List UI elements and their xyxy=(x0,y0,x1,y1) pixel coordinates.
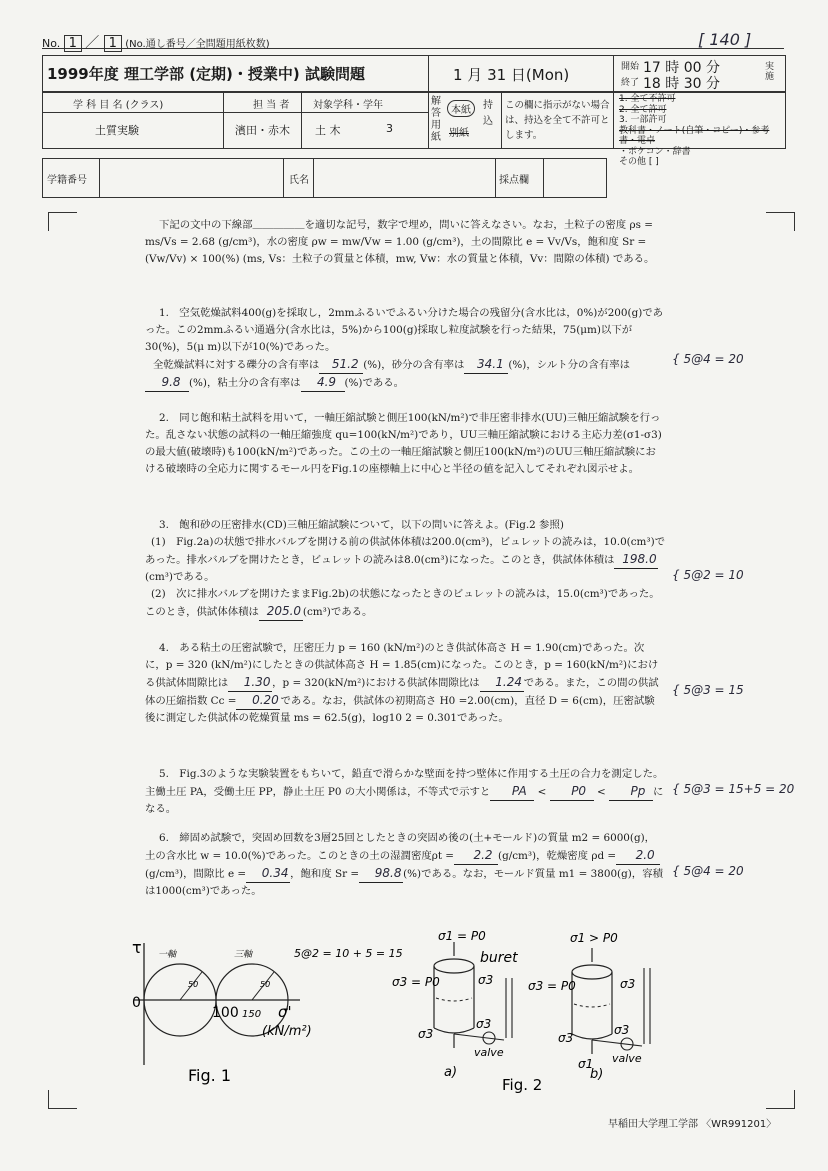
q3-p1-text: (1) Fig.2a)の状態で排水バルブを開ける前の供試体体積は200.0(cm³)，ビュレットの読みは，10.0(cm³)であった。排水バルブを開けたとき，ビュレットの読みは8.0(cm³)になった。このとき，供試体体積は xyxy=(145,536,666,566)
student-id-field[interactable] xyxy=(99,159,283,197)
q3-p1-unit: (cm³)である。 xyxy=(145,571,215,583)
subject-label: 学 科 目 名 (クラス) xyxy=(73,100,164,111)
q1-text-a: 全乾燥試料に対する礫分の含有率は xyxy=(153,359,320,371)
fig2-buret-label: buret xyxy=(480,950,518,966)
fig1-score-mark: 5@2 = 10 + 5 = 15 xyxy=(294,947,403,960)
student-id-label: 学籍番号 xyxy=(47,175,87,186)
sheet-no: 1 xyxy=(64,35,82,52)
answer-sheet-label: 解答用紙 xyxy=(431,96,441,143)
rule-items: 教科書・ノート(自筆・コピー)・参考書・電卓 xyxy=(619,125,770,146)
fig1-sigma-label: σ' xyxy=(278,1003,292,1021)
q2-text: 2. 同じ飽和粘土試料を用いて，一軸圧縮試験と側圧100(kN/m²)で非圧密非排水(UU)三軸圧縮試験を行った。乱さない状態の試料の一軸圧縮強度 qu=100(kN/m²)であり，UU三軸圧縮試験における主応力差(σ1-σ3)の最大値(破壊時)も100(kN/m²)であった。この土の一軸圧縮試験と側圧100(kN/m²)のUU三軸圧縮試験における破壊時の全応力に関するモール円をFig.1の座標軸上に中心と半径の値を記入してそれぞれ図示せよ。 xyxy=(145,412,662,475)
sheet-total: 1 xyxy=(104,35,122,52)
q5-score-mark: { 5@3 = 15+5 = 20 xyxy=(672,782,795,796)
fig1-mohr-circles xyxy=(130,935,403,1090)
score-label: 採点欄 xyxy=(499,175,529,186)
corner-mark-br xyxy=(766,1090,795,1109)
q6-text-3: (g/cm³)，間隙比 e = xyxy=(145,868,247,880)
fig2-sub-a: a) xyxy=(444,1065,458,1080)
exam-date: 1 月 31 日(Mon) xyxy=(453,66,570,84)
header-rule xyxy=(42,48,784,49)
carry-in-note: この欄に指示がない場合は、持込を全て不許可とします。 xyxy=(505,100,610,141)
q4-text-4: である。なお，供試体の初期高さ H0 =2.00(cm)，直径 D = 6(cm)，圧密試験後に測定した供試体の乾燥質量 ms = 62.5(g)，log10 2 = 0.301であった。 xyxy=(145,695,655,724)
q1-text: 1. 空気乾燥試料400(g)を採取し，2mmふるいでふるい分けた場合の残留分(含水比は，0%)が200(g)であった。この2mmふるい通過分(含水比は，5%)から100(g)採取し粒度試験を行った結果，75(μm)以下が30(%)，5(μ m)以下が10(%)であった。 xyxy=(145,307,664,353)
target-label: 対象学科・学年 xyxy=(313,100,383,111)
mochikomi-label: 持込 xyxy=(483,100,493,127)
q5-text-4: になる。 xyxy=(145,786,664,815)
fig1-unit-label: (kN/m²) xyxy=(262,1024,312,1039)
q3-score-mark: { 5@2 = 10 xyxy=(672,568,744,582)
exam-title: 1999年度 理工学部 (定期)・授業中) 試験問題 xyxy=(47,65,365,83)
q4-answer-cc[interactable]: 0.20 xyxy=(236,692,280,710)
q1-text-b: (%)，砂分の含有率は xyxy=(363,359,465,371)
q5-answer-3[interactable]: Pp xyxy=(609,783,653,801)
fig2b-s3-left: σ3 xyxy=(558,1031,574,1045)
fig2b-s1-label: σ1 > P0 xyxy=(570,931,618,945)
honshi-circled: 本紙 xyxy=(447,100,475,117)
fig2b-s3-right: σ3 xyxy=(620,977,636,991)
student-row xyxy=(42,158,607,198)
q3-answer-2[interactable]: 205.0 xyxy=(259,603,303,621)
q6-answer-sr[interactable]: 98.8 xyxy=(359,865,403,883)
fig2a-s3-right: σ3 xyxy=(478,973,494,987)
fig1-tau-label: τ xyxy=(132,938,142,957)
question-5 xyxy=(145,766,665,818)
besshi: 別紙 xyxy=(449,128,469,139)
fig1-caption: Fig. 1 xyxy=(188,1066,231,1085)
rule-1: 1. 全て不許可 xyxy=(619,94,676,104)
q4-text-1: 4. ある粘土の圧密試験で，圧密圧力 p = 160 (kN/m²)のとき供試体高さ H = 1.90(cm)であった。次に，p = 320 (kN/m²)にしたときの供試体高さ H = 1.85(cm)になった。このとき，p = 160(kN/m²)における供試体間隙比は xyxy=(145,642,659,689)
rule-2: 2. 全て許可 xyxy=(619,104,667,115)
name-field[interactable] xyxy=(313,159,493,197)
q6-text-5: (%)である。なお，モールド質量 m1 = 3800(g)，容積は1000(cm³)であった。 xyxy=(145,868,663,897)
q1-answer-gravel[interactable]: 51.2 xyxy=(319,356,363,374)
q1-answer-clay[interactable]: 4.9 xyxy=(301,374,345,392)
q4-text-3: である。また，この間の供試体の圧縮指数 Cc = xyxy=(145,677,659,707)
fig2a-s3-left: σ3 xyxy=(418,1027,434,1041)
fig1-c1-label: 一軸 xyxy=(158,950,177,960)
fig1-c2-label: 三軸 xyxy=(234,950,253,960)
q3-answer-1[interactable]: 198.0 xyxy=(614,551,658,569)
fig2a-valve-label: valve xyxy=(474,1046,504,1059)
q4-answer-e320[interactable]: 1.24 xyxy=(480,674,524,692)
q6-answer-rho-d[interactable]: 2.0 xyxy=(616,847,660,865)
fig2a-s3-br: σ3 xyxy=(476,1017,492,1031)
q1-text-e: (%)である。 xyxy=(344,377,405,389)
fig2-triaxial-diagram xyxy=(392,928,692,1098)
question-6 xyxy=(145,830,665,900)
fig2b-valve-label: valve xyxy=(612,1052,642,1065)
q5-lt-2: < xyxy=(596,786,606,798)
fig1-r2-label: 50 xyxy=(260,980,271,989)
teacher-label: 担 当 者 xyxy=(253,100,290,111)
corner-mark-bl xyxy=(48,1090,77,1109)
fig2b-s1-bottom: σ1 xyxy=(578,1057,594,1071)
sheet-note: (No.通し番号／全問題用紙枚数) xyxy=(125,39,270,50)
q3-p2-unit: (cm³)である。 xyxy=(302,606,373,618)
start-label: 開始 xyxy=(621,62,640,72)
q6-answer-rho-t[interactable]: 2.2 xyxy=(454,847,498,865)
fig1-150-label: 150 xyxy=(242,1009,262,1020)
question-1 xyxy=(145,305,665,392)
fig1-100-label: 100 xyxy=(212,1005,239,1021)
fig1-r1-label: 50 xyxy=(188,980,199,989)
end-label: 終了 xyxy=(621,78,640,88)
q5-answer-2[interactable]: P0 xyxy=(550,783,594,801)
end-time: 18 時 30 分 xyxy=(643,76,720,92)
fig2b-s3-br: σ3 xyxy=(614,1023,630,1037)
info-row xyxy=(42,91,786,167)
rule-3: 3. 一部許可 xyxy=(619,115,667,125)
target-dept: 土 木 xyxy=(315,124,341,137)
intro-text: 下記の文中の下線部＿＿＿＿＿を適切な記号，数字で埋め，問いに答えなさい。なお，土粒子の密度 ρs = ms/Vs = 2.68 (g/cm³)，水の密度 ρw = mw/Vw = 1.00 (g/cm³)，土の間隙比 e = Vv/Vs，飽和度 Sr = (Vw/Vv) × 100(%) (ms, Vs：土粒子の質量と体積，mw, Vw：水の質量と体積，Vv：間隙の体積) である。 xyxy=(145,219,655,265)
sheet-number-row: No. 1 ／ 1 (No.通し番号／全問題用紙枚数) xyxy=(42,35,270,51)
q5-lt-1: < xyxy=(537,786,547,798)
q4-text-2: ，p = 320(kN/m²)における供試体間隙比は xyxy=(272,677,480,689)
rule-other: その他 [ ] xyxy=(619,157,659,167)
fig2-sub-b: b) xyxy=(590,1067,604,1082)
q6-text-4: ，飽和度 Sr = xyxy=(290,868,360,880)
target-year: 3 xyxy=(386,122,393,135)
q6-score-mark: { 5@4 = 20 xyxy=(672,864,744,878)
q4-answer-e160[interactable]: 1.30 xyxy=(228,674,272,692)
q5-text-1: 5. Fig.3のような実験装置をもちいて，鉛直で滑らかな壁面を持つ壁体に作用する土圧の合力を測定した。主働土圧 PA，受働土圧 PP，静止土圧 P0 の大小関係は，不等式で示すと xyxy=(145,768,664,798)
fig2-caption: Fig. 2 xyxy=(502,1076,543,1094)
rule-items-2: ・ポケコン・辞書 xyxy=(619,146,691,157)
q6-text-2: (g/cm³)，乾燥密度 ρd = xyxy=(498,850,617,862)
footer-institution: 早稲田大学理工学部 〈WR991201〉 xyxy=(608,1119,777,1130)
corner-mark-tl xyxy=(48,212,77,231)
q1-answer-silt[interactable]: 9.8 xyxy=(145,374,189,392)
q1-text-d: (%)，粘土分の含有率は xyxy=(189,377,301,389)
corner-mark-tr xyxy=(766,212,795,231)
subject: 土質実験 xyxy=(95,124,139,137)
fig2-cell-b xyxy=(572,948,650,1054)
jisshi-label: 実施 xyxy=(765,62,775,82)
teacher: 濱田・赤木 xyxy=(235,124,290,137)
q1-answer-sand[interactable]: 34.1 xyxy=(464,356,508,374)
question-4 xyxy=(145,640,665,727)
q6-text-1: 6. 締固め試験で，突固め回数を3層25回としたときの突固め後の(土+モールド)の質量 m2 = 6000(g)，土の含水比 w = 10.0(%)であった。このときの土の湿潤密度ρt = xyxy=(145,832,656,862)
question-2 xyxy=(145,410,665,478)
question-3 xyxy=(145,517,665,621)
q3-p2-text: (2) 次に排水バルブを開けたままFig.2b)の状態になったときのビュレットの読みは，15.0(cm³)であった。このとき，供試体体積は xyxy=(145,588,660,618)
name-label: 氏名 xyxy=(289,175,309,186)
q1-score-mark: { 5@4 = 20 xyxy=(672,352,744,366)
fig2a-s1-label: σ1 = P0 xyxy=(438,929,486,943)
title-row xyxy=(42,55,786,93)
total-score: [ 140 ] xyxy=(698,30,752,49)
q1-text-c: (%)，シルト分の含有率は xyxy=(508,359,630,371)
intro-paragraph xyxy=(145,217,665,268)
fig2b-s3-label: σ3 = P0 xyxy=(528,979,576,993)
q5-answer-1[interactable]: PA xyxy=(490,783,534,801)
carry-in-rules xyxy=(619,94,783,168)
no-label: No. xyxy=(42,37,61,50)
q4-score-mark: { 5@3 = 15 xyxy=(672,683,744,697)
fig2a-s3-label: σ3 = P0 xyxy=(392,975,440,989)
q3-text: 3. 飽和砂の圧密排水(CD)三軸圧縮試験について，以下の問いに答えよ。(Fig.2 参照) xyxy=(159,519,564,531)
start-time: 17 時 00 分 xyxy=(643,60,720,76)
fig1-origin-label: 0 xyxy=(132,995,141,1011)
q6-answer-e[interactable]: 0.34 xyxy=(246,865,290,883)
